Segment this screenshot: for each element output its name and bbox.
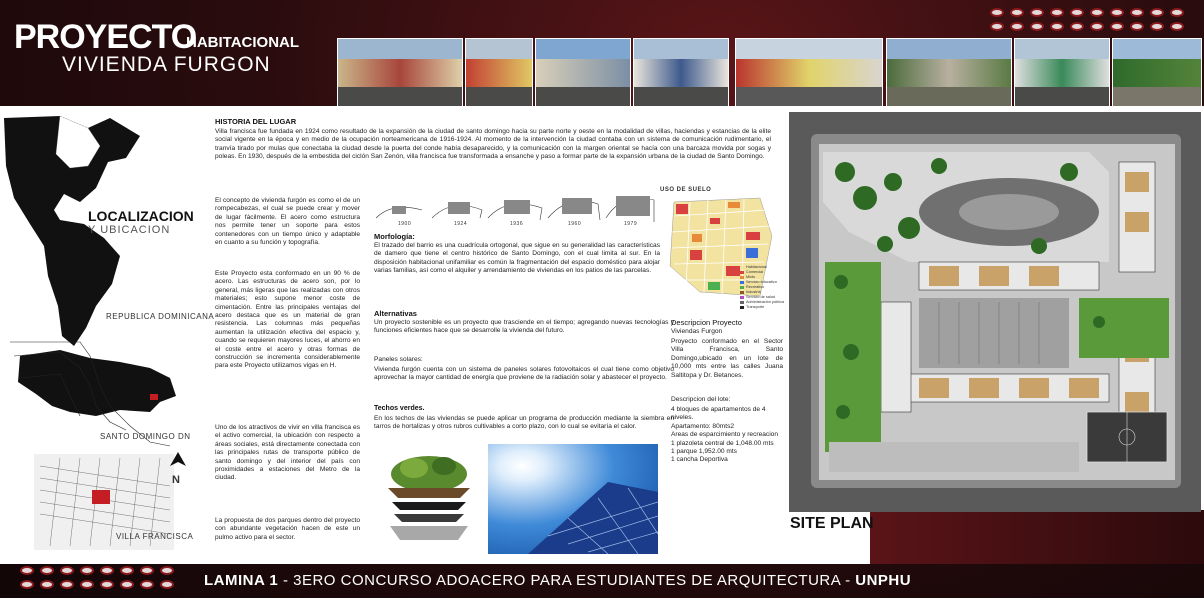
techos-title: Techos verdes. <box>374 405 425 412</box>
lote-list <box>671 406 783 465</box>
steel-paragraph: Este Proyecto esta conformado en un 90 % de acero. Las estructuras de acero son, por lo general, más ligeras que las realizadas con otros materiales; esto supone menor coste de cimentación. Entre las principales ventajas del acero destaca que es un material de gran resistencia. Las columnas más pequeñas aumentan la utilización efectiva del espacio y, cuando se requieren mayores luces, el ahorro en el coste entre el acero y otras formas de construcción se incrementa considerablemente para este Proyecto utilizamos vigas en H. <box>215 270 360 370</box>
location-maps <box>0 106 196 564</box>
alternativas-title: Alternativas <box>374 309 417 318</box>
year-1979: 1979 <box>624 221 638 227</box>
ubicacion-subtitle: Y UBICACION <box>88 224 171 236</box>
label-santo-domingo: SANTO DOMINGO DN <box>100 432 191 441</box>
year-1960: 1960 <box>568 221 582 227</box>
concept-paragraph: El concepto de vivienda furgón es como el de un rompecabezas, el cual se puede crear y mover de lugar fácilmente. El acero como estructura nos permite tener un soporte para estos contenedores con un tiempo único y adaptable en cuanto a su función y topografía. <box>215 197 360 247</box>
parks-paragraph: La propuesta de dos parques dentro del proyecto con abundante vegetación hacen de este un pulmo activo para el sector. <box>215 517 360 541</box>
street-photo-7 <box>1014 38 1110 108</box>
historia-body: Villa francisca fue fundada en 1924 como resultado de la expansión de la ciudad de santo domingo hacia su parte norte y oeste en la modalidad de villas, haciendas y estancias de la elite social vigente en la época y en medio de la ocupación norteamericana de 1916-1924. Al momento de la intervención la ciudad contaba con un sistema de comunicación rudimentario, el tranvía tirado por mulas que conectaba la ciudad desde la puerta del conde había desaparecido, y la comunicación con la margen oriental se hacía con una barcaza movida por sogas y poleas. En 1930, después de la embestida del ciclón San Zenón, villa francisca fue transformada a ensanche y paso a formar parte de la expansión urbana de la ciudad de Santo Domingo. <box>215 128 771 161</box>
label-republica: REPUBLICA DOMINICANA <box>106 312 215 321</box>
footer-caption <box>204 572 911 589</box>
lote-item: 1 parque 1,952.00 mts <box>671 448 737 456</box>
street-photo-4 <box>633 38 729 108</box>
street-photo-6 <box>886 38 1012 108</box>
localizacion-title: LOCALIZACION <box>88 208 194 224</box>
morfologia-body: El trazado del barrio es una cuadrícula ortogonal, que sigue en su generalidad las características de damero que tiene el centro histórico de Santo Domingo, con el cual limita al sur. En la disposición habitacional unifamiliar es común la fragmentación del espacio doméstico para alojar varias familias, así como el alquiler y arrendamiento de viviendas en los patios de las parcelas. <box>374 242 660 275</box>
land-use-legend-labels: Habitacional Comercial Mixto Servicio educativo Recreativo Industria Servicio de salud Administración pública Transporte <box>746 265 784 309</box>
descripcion-title: Descripcion Proyecto <box>671 318 742 327</box>
north-label: N <box>172 474 181 486</box>
green-roof-image <box>374 444 484 554</box>
uso-suelo-title: USO DE SUELO <box>660 187 712 193</box>
year-1924: 1924 <box>454 221 468 227</box>
lote-title: Descripcion del lote: <box>671 396 731 403</box>
lote-item: 1 cancha Deportiva <box>671 456 728 464</box>
project-name: VIVIENDA FURGON <box>62 53 271 76</box>
techos-body: En los techos de las viviendas se puede aplicar un programa de producción mediante la siembra en tarros de hortalizas y otros rubros cultivables a corto plazo, con lo cual se evitaría el calor. <box>374 415 674 431</box>
site-plan-label: SITE PLAN <box>790 515 874 532</box>
year-1900: 1900 <box>398 221 412 227</box>
street-photo-5 <box>735 38 883 108</box>
street-photo-8 <box>1112 38 1202 108</box>
descripcion-body: Proyecto conformado en el Sector Villa Francisca, Santo Domingo,ubicado en un lote de 10,000 mts entre las calles Juana Saltitopa y Dr. Betances. <box>671 338 783 379</box>
decorative-dots-bottom <box>20 566 180 594</box>
descripcion-name: Viviendas Furgon <box>671 328 723 335</box>
paneles-body: Vivienda furgón cuenta con un sistema de paneles solares fotovoltaicos el cual tiene como objetivo aprovechar la mayor cantidad de energía que proviene de la radiación solar y abastecer el proyecto. <box>374 366 674 382</box>
lamina-number: LAMINA 1 <box>204 572 279 589</box>
site-plan-drawing <box>789 112 1201 512</box>
paneles-title: Paneles solares: <box>374 356 423 363</box>
maps-graphic <box>0 106 196 564</box>
decorative-dots-top <box>990 8 1190 36</box>
historia-title: HISTORIA DEL LUGAR <box>215 117 297 126</box>
morfologia-title: Morfología: <box>374 232 415 241</box>
decorative-band <box>870 510 1204 564</box>
lote-item: Areas de esparcimiento y recreacion <box>671 431 779 439</box>
street-photo-3 <box>535 38 631 108</box>
lote-item: 4 bloques de apartamentos de 4 niveles. <box>671 406 766 422</box>
street-photo-1 <box>337 38 463 108</box>
university-name: UNPHU <box>855 572 912 589</box>
lote-item: Apartamento: 80mts2 <box>671 422 735 430</box>
attractions-paragraph: Uno de los atractivos de vivir en villa francisca es el activo comercial, la ubicación con respecto a áreas sociales, está directamente conectada con las principales rutas de transporte público de santo domingo y del interior del país con proximidades a estaciones del Metro de la ciudad. <box>215 424 360 482</box>
alternativas-body: Un proyecto sostenible es un proyecto que trasciende en el tiempo; agregando nuevas tecnologías y funciones eficientes hace que se desarrolle la vivienda del futuro. <box>374 319 674 335</box>
project-title: PROYECTO <box>14 18 197 56</box>
contest-title: - 3ERO CONCURSO ADOACERO PARA ESTUDIANTES DE ARQUITECTURA - <box>278 572 856 589</box>
lote-item: 1 plazoleta central de 1,048.00 mts <box>671 439 774 447</box>
project-subtitle: HABITACIONAL <box>186 34 300 51</box>
street-photo-2 <box>465 38 533 108</box>
year-1936: 1936 <box>510 221 524 227</box>
label-villa-francisca: VILLA FRANCISCA <box>116 532 194 541</box>
solar-panel-image <box>488 444 658 554</box>
